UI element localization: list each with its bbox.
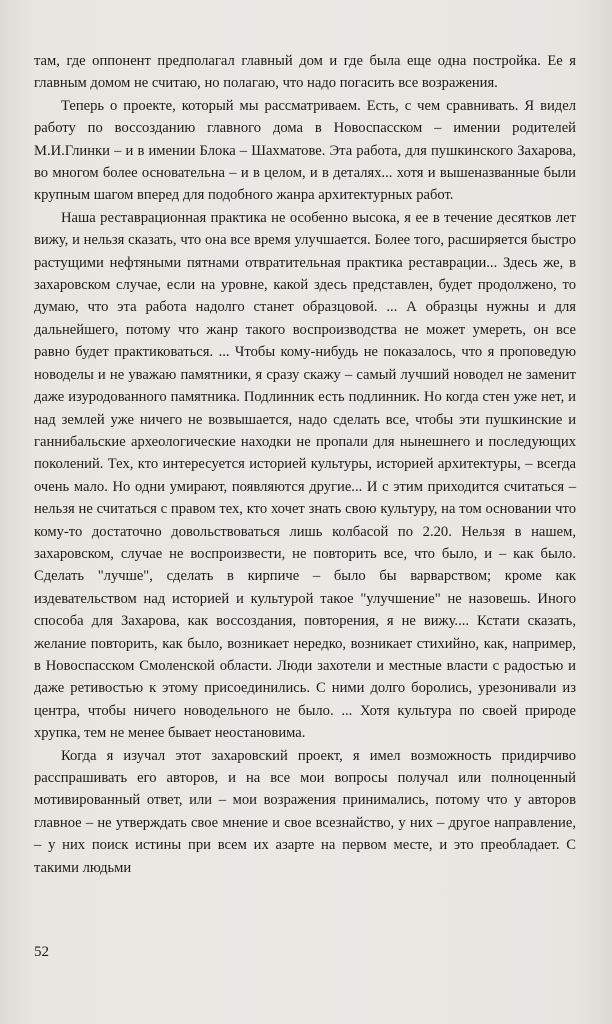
paragraph-project-comparison: Теперь о проекте, который мы рассматриваем. Есть, с чем сравнивать. Я видел работу по воссозданию главного дома в Новоспасском – имении родителей М.И.Глинки – и в имении Блока – Шахматове. Эта работа, для пушкинского Захарова, во многом более основательна – и в целом, и в деталях... хотя и вышеназванные были крупным шагом вперед для подобного жанра архитектурных работ. [34,97,576,204]
body-text [34,50,576,879]
paragraph-project-authors: Когда я изучал этот захаровский проект, я имел возможность придирчиво расспрашивать его авторов, и на все мои вопросы получал или полноценный мотивированный ответ, или – мои возражения принимались, потому что у авторов главное – не утверждать свое мнение и свое всезнайство, у них – другое направление, – у них поиск истины при всем их азарте на первом месте, и это преобладает. С такими людьми [34,747,576,876]
paragraph-restoration-practice: Наша реставрационная практика не особенно высока, я ее в течение десятков лет вижу, и нельзя сказать, что она все время улучшается. Более того, расширяется быстро растущими нефтяными пятнами отвратительная практика реставрации... Здесь же, в захаровском случае, если на уровне, какой здесь представлен, будет продолжено, то думаю, что эта работа надолго станет образцовой. ... А образцы нужны и для дальнейшего, потому что жанр такого воспроизводства не может умереть, он все равно будет практиковаться. ... Чтобы кому-нибудь не показалось, что я проповедую новоделы и не уважаю памятники, я сразу скажу – самый лучший новодел не заменит даже изуродованного памятника. Подлинник есть подлинник. Но когда стен уже нет, и над землей уже ничего не возвышается, надо сделать все, чтобы эти пушкинские и ганнибальские археологические находки не пропали для нынешнего и последующих поколений. Тех, кто интересуется историей культуры, историей архитектуры, – всегда очень мало. Но одни умирают, появляются другие... И с этим приходится считаться – нельзя не считаться с правом тех, кто хочет знать свою культуру, на том основании что кому-то достаточно довольствоваться лишь колбасой по 2.20. Нельзя в нашем, захаровском, случае не воспроизвести, не повторить все, что было, и – как было. Сделать "лучше", сделать в кирпиче – было бы варварством; кроме как издевательством над историей и культурой такое "улучшение" не назовешь. Иного способа для Захарова, как воссоздания, повторения, я не вижу.... Кстати сказать, желание повторить, как было, возникает нередко, возникает стихийно, как, например, в Новоспасском Смоленской области. Люди захотели и местные власти с радостью и даже ретивостью к этому присоединились. С ними долго боролись, урезонивали из центра, чтобы ничего новодельного не было. ... Хотя культура по своей природе хрупка, тем не менее бывает неостановима. [34,209,576,742]
paragraph-continuation: там, где оппонент предполагал главный дом и где была еще одна постройка. Ее я главным домом не считаю, но полагаю, что надо погасить все возражения. [34,53,576,92]
page-number: 52 [34,944,49,960]
